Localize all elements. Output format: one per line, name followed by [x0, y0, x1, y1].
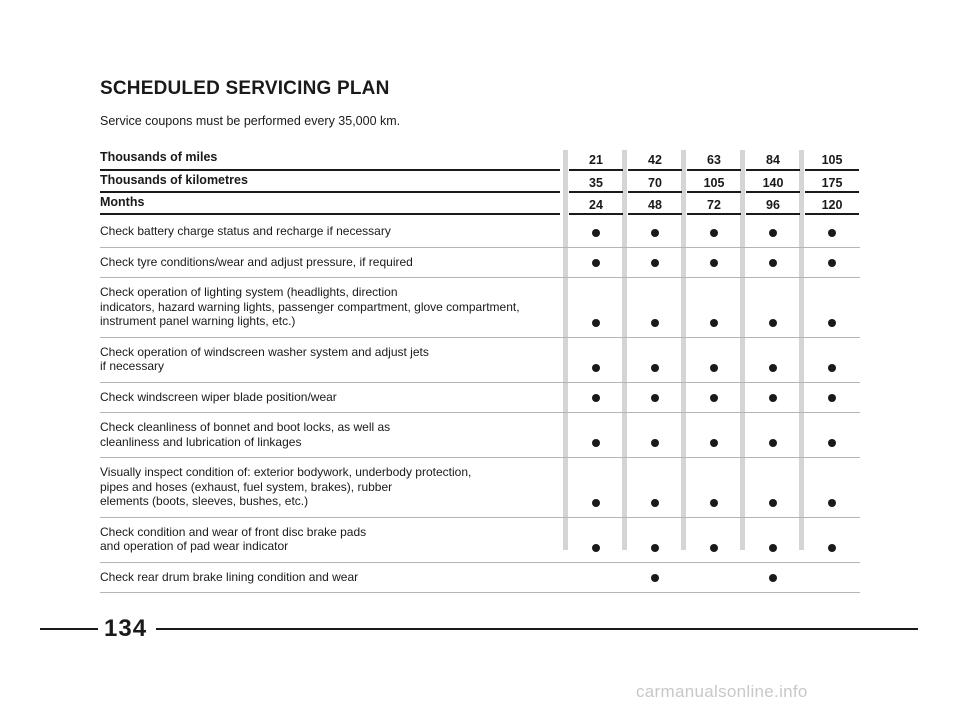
service-dot [710, 259, 718, 267]
header-rule [746, 191, 800, 193]
row-divider [100, 382, 860, 383]
service-dot [828, 229, 836, 237]
footer-rule-left [40, 628, 98, 630]
header-value: 120 [821, 198, 843, 212]
header-value: 48 [648, 198, 662, 212]
service-dot [651, 364, 659, 372]
service-dot [710, 499, 718, 507]
column-stripe [563, 150, 568, 550]
header-label: Thousands of miles [100, 150, 218, 164]
service-dot [651, 394, 659, 402]
header-rule [687, 213, 741, 215]
row-divider [100, 562, 860, 563]
header-value: 140 [762, 176, 784, 190]
header-rule [100, 191, 560, 193]
watermark: carmanualsonline.info [636, 682, 808, 701]
service-dot [651, 319, 659, 327]
service-dot [710, 394, 718, 402]
service-dot [592, 229, 600, 237]
service-dot [828, 319, 836, 327]
row-divider [100, 277, 860, 278]
row-divider [100, 457, 860, 458]
header-rule [628, 169, 682, 171]
header-value: 42 [648, 153, 662, 167]
service-item: Visually inspect condition of: exterior bodywork, underbody protection, pipes and hoses (exhaust, fuel system, brakes), rubber elements (boots, sleeves, bushes, etc.) [100, 465, 472, 508]
header-rule [805, 169, 859, 171]
header-value: 105 [821, 153, 843, 167]
service-dot [710, 229, 718, 237]
header-value: 96 [766, 198, 780, 212]
header-rule [100, 169, 560, 171]
service-dot [651, 574, 659, 582]
footer-rule-right [156, 628, 918, 630]
header-rule [628, 213, 682, 215]
service-dot [651, 499, 659, 507]
service-dot [769, 364, 777, 372]
service-dot [769, 544, 777, 552]
header-rule [805, 191, 859, 193]
header-value: 24 [589, 198, 603, 212]
column-stripe [681, 150, 686, 550]
row-divider [100, 592, 860, 593]
service-dot [769, 319, 777, 327]
header-value: 175 [821, 176, 843, 190]
service-dot [592, 499, 600, 507]
column-stripe [740, 150, 745, 550]
service-dot [710, 439, 718, 447]
header-rule [569, 169, 623, 171]
header-rule [805, 213, 859, 215]
header-value: 72 [707, 198, 721, 212]
service-dot [828, 499, 836, 507]
service-item: Check operation of lighting system (headlights, direction indicators, hazard warning lights, passenger compartment, glove compartment, instrument panel warning lights, etc.) [100, 285, 520, 328]
service-dot [828, 364, 836, 372]
header-rule [687, 191, 741, 193]
service-dot [592, 394, 600, 402]
header-rule [628, 191, 682, 193]
service-dot [651, 544, 659, 552]
service-item: Check tyre conditions/wear and adjust pressure, if required [100, 254, 413, 269]
service-dot [769, 574, 777, 582]
service-dot [592, 259, 600, 267]
service-item: Check windscreen wiper blade position/wear [100, 389, 337, 404]
service-dot [828, 544, 836, 552]
service-dot [710, 319, 718, 327]
service-item: Check battery charge status and recharge if necessary [100, 224, 391, 238]
header-label: Months [100, 195, 145, 209]
service-dot [769, 394, 777, 402]
header-value: 105 [703, 176, 725, 190]
row-divider [100, 247, 860, 248]
service-dot [592, 364, 600, 372]
header-value: 21 [589, 153, 603, 167]
service-item: Check operation of windscreen washer system and adjust jets if necessary [100, 344, 429, 373]
service-dot [710, 544, 718, 552]
header-rule [746, 169, 800, 171]
row-divider [100, 337, 860, 338]
header-rule [100, 213, 560, 215]
page-title: SCHEDULED SERVICING PLAN [100, 78, 390, 99]
header-value: 84 [766, 153, 780, 167]
service-dot [592, 319, 600, 327]
service-item: Check rear drum brake lining condition and wear [100, 569, 359, 584]
header-rule [569, 191, 623, 193]
service-dot [828, 394, 836, 402]
header-value: 35 [589, 176, 603, 190]
header-rule [746, 213, 800, 215]
column-stripe [799, 150, 804, 550]
service-dot [769, 229, 777, 237]
service-dot [828, 259, 836, 267]
row-divider [100, 412, 860, 413]
service-dot [592, 544, 600, 552]
column-stripe [622, 150, 627, 550]
service-dot [651, 229, 659, 237]
service-dot [651, 259, 659, 267]
service-dot [769, 499, 777, 507]
service-dot [651, 439, 659, 447]
row-divider [100, 517, 860, 518]
header-value: 70 [648, 176, 662, 190]
service-dot [592, 439, 600, 447]
header-value: 63 [707, 153, 721, 167]
service-dot [769, 439, 777, 447]
page-number: 134 [104, 615, 148, 642]
header-rule [687, 169, 741, 171]
service-item: Check cleanliness of bonnet and boot locks, as well as cleanliness and lubrication of linkages [100, 420, 391, 449]
service-item: Check condition and wear of front disc brake pads and operation of pad wear indicator [100, 524, 367, 553]
service-dot [710, 364, 718, 372]
header-label: Thousands of kilometres [100, 173, 248, 187]
service-dot [769, 259, 777, 267]
header-rule [569, 213, 623, 215]
page-subtitle: Service coupons must be performed every 35,000 km. [100, 114, 401, 128]
service-dot [828, 439, 836, 447]
